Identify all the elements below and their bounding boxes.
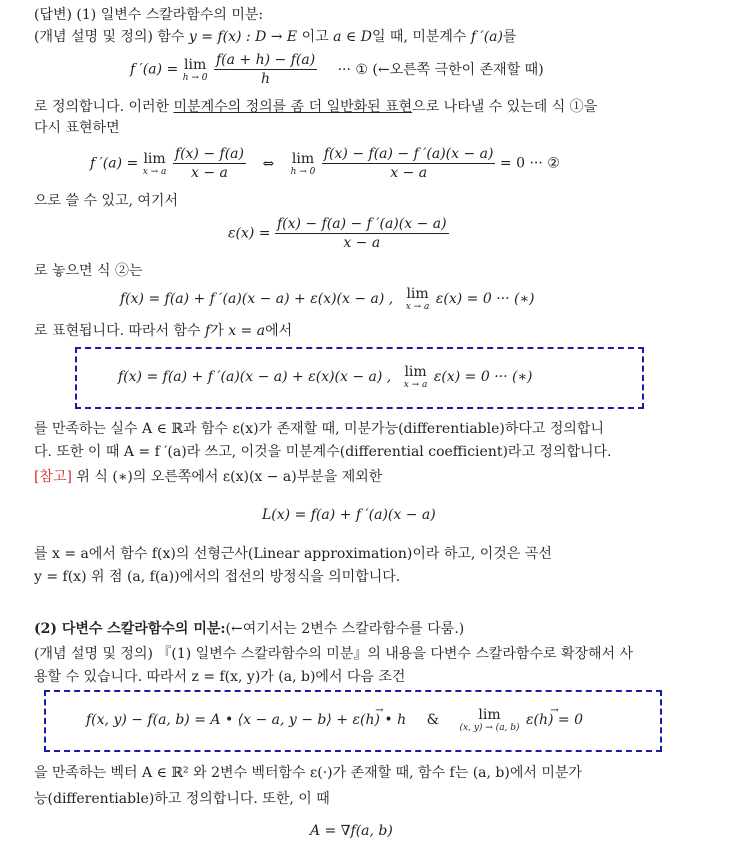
para-2: 으로 쓸 수 있고, 여기서 [34,193,178,209]
para-4 [34,322,292,340]
equation-2 [90,146,560,181]
s2-para-1: (개념 설명 및 정의) 『(1) 일변수 스칼라함수의 미분』의 내용을 다변수 스칼라함수로 확장해서 사 [34,646,634,662]
note-line [34,468,382,486]
eq1-lim: lim [184,56,207,73]
eq3-num: f(x) − f(a) − f ′(a)(x − a) [276,216,447,232]
def-math2: a ∈ D [333,29,372,45]
eq1-num: f(a + h) − f(a) [215,52,316,68]
eq2-den2: x − a [390,165,428,181]
para-5: 를 만족하는 실수 A ∈ ℝ과 함수 ε(x)가 존재할 때, 미분가능(differentiable)하다고 정의합니 [34,421,604,437]
para-1c: 다시 표현하면 [34,120,120,136]
eq2-left: f ′(a) = [90,155,139,172]
def-prefix: (개념 설명 및 정의) 함수 [34,29,185,45]
eq2-lim2: lim [291,150,315,167]
eq2-num: f(x) − f(a) [174,146,244,162]
box1-main: f(x) = f(a) + f ′(a)(x − a) + ε(x)(x − a) , [118,369,392,385]
def-mid1: 이고 [301,29,329,45]
eq4-main: f(x) = f(a) + f ′(a)(x − a) + ε(x)(x − a) , [120,291,394,307]
equation-5: L(x) = f(a) + f ′(a)(x − a) [262,507,436,523]
box1-sub: x → a [403,380,428,390]
para-3: 로 놓으면 식 ②는 [34,263,143,279]
para-1a: 로 정의합니다. 이러한 [34,99,170,115]
section2-title [34,620,464,638]
boxed-equation-1 [118,364,532,390]
def-math3: f ′(a) [470,29,503,45]
box1-tail: ε(x) = 0 ··· (∗) [433,369,533,385]
para-8: 를 x = a에서 함수 f(x)의 선형근사(Linear approximation)이라 하고, 이것은 곡선 [34,546,552,562]
eq4-tail: ε(x) = 0 ··· (∗) [435,291,535,307]
section2-title-note: (←여기서는 2변수 스칼라함수를 다룸.) [225,621,465,637]
box1-lim: lim [404,364,427,380]
eq4-lim: lim [406,286,429,302]
eq3-left: ε(x) = [228,225,271,242]
section1-title: (답변) (1) 일변수 스칼라함수의 미분: [34,7,264,23]
eq2-sub2: h → 0 [290,166,316,177]
para-4-math2: x = a [228,323,266,339]
eq2-lim: lim [143,150,166,167]
para-1 [34,98,597,116]
def-mid2: 일 때, 미분계수 [371,29,467,45]
para-1b: 으로 나타낼 수 있는데 식 ①을 [412,99,598,115]
box2-main: f(x, y) − f(a, b) = A • ⟨x − a, y − b⟩ + [86,712,353,728]
box2-sub: (x, y) → (a, b) [459,723,520,733]
eq2-sub: x → a [142,166,167,177]
eq1-left: f ′(a) = [130,61,179,78]
eq1-tag: ··· ① (←오른쪽 극한이 존재할 때) [337,61,544,78]
equation-1 [130,52,544,87]
eq1-den: h [261,71,271,87]
box2-amp: & [426,712,440,728]
s2-para-2: 용할 수 있습니다. 따라서 z = f(x, y)가 (a, b)에서 다음 조건 [34,669,406,685]
para-4a: 로 표현됩니다. 따라서 함수 [34,323,201,339]
box2-lim: lim [478,707,501,723]
eq2-iff: ⇔ [262,155,275,172]
para-4-math: f [205,323,211,339]
para-1-underlined: 미분계수의 정의를 좀 더 일반화된 표현 [173,99,413,115]
eq2-den: x − a [191,165,228,181]
s2-para-4: 능(differentiable)하고 정의합니다. 또한, 이 때 [34,791,330,807]
def-suffix: 를 [503,29,517,45]
s2-para-3: 을 만족하는 벡터 A ∈ ℝ² 와 2변수 벡터함수 ε(·)가 존재할 때, 함수 f는 (a, b)에서 미분가 [34,765,582,781]
box2-epsilon-h: → ε(h) • h [353,711,407,729]
para-6: 다. 또한 이 때 A = f ′(a)라 쓰고, 이것을 미분계수(differential coefficient)라고 정의합니다. [34,444,612,460]
eq2-tail: = 0 ··· ② [499,155,560,172]
section2-title-text: (2) 다변수 스칼라함수의 미분: [34,621,226,637]
def-math: y = f(x) : D → E [188,29,298,45]
eq4-sub: x → a [405,302,430,312]
para-7: 위 식 (∗)의 오른쪽에서 ε(x)(x − a)부분을 제외한 [71,469,383,485]
para-9: y = f(x) 위 점 (a, f(a))에서의 접선의 방정식을 의미합니다. [34,569,401,585]
box2-tail: → ε(h) = 0 [526,711,583,729]
para-4c: 에서 [265,323,293,339]
boxed-equation-2 [86,707,583,733]
eq3-den: x − a [343,235,381,251]
eq2-num2: f(x) − f(a) − f ′(a)(x − a) [323,146,494,162]
equation-3 [228,216,449,251]
ref-label: [참고] [34,469,72,485]
definition-line [34,28,517,46]
para-4b: 가 [210,323,224,339]
gradient-equation: A = ∇f(a, b) [310,823,393,839]
equation-4 [120,286,534,312]
eq1-sub: h → 0 [182,72,208,83]
